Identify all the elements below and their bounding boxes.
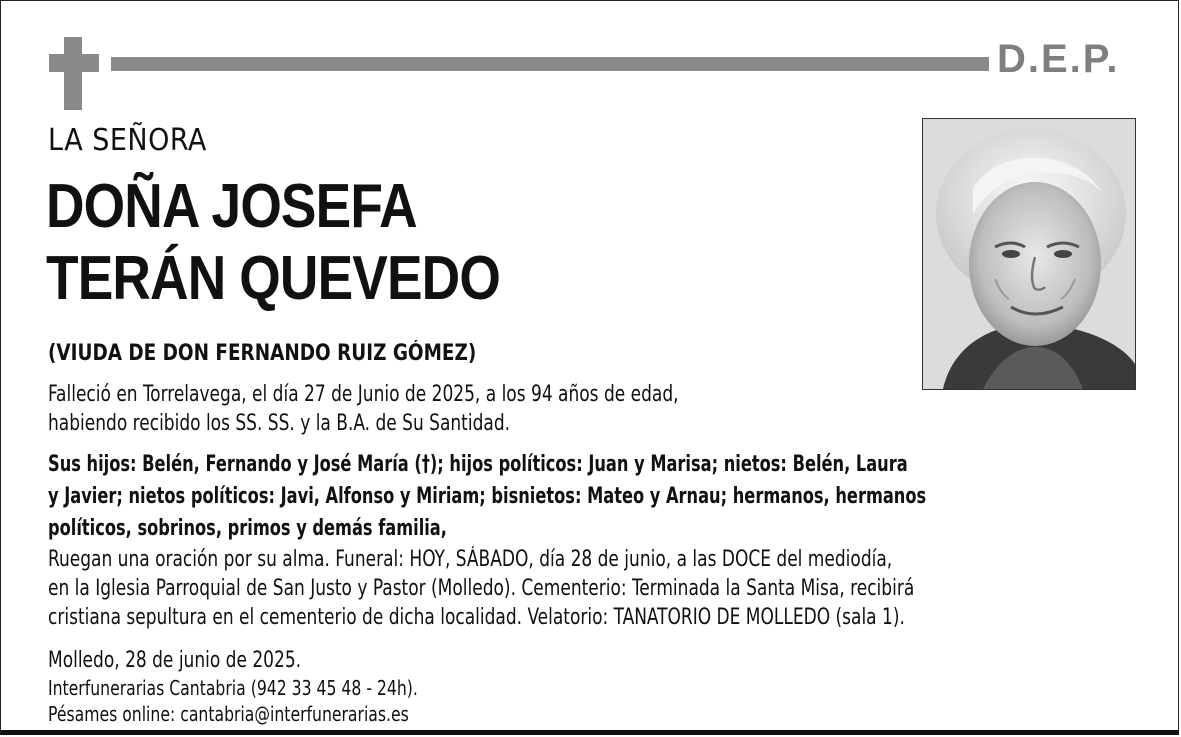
cross-vertical-bar [64,37,82,110]
funeral-paragraph [48,545,914,632]
funeral-home-contact: Interfunerarias Cantabria (942 33 45 48 - 24h). [48,676,418,700]
family-line-1: Sus hijos: Belén, Fernando y José María (†); hijos políticos: Juan y Marisa; nietos: Belén, Laura [48,452,908,477]
funeral-line-3: cristiana sepultura en el cementerio de dicha localidad. Velatorio: TANATORIO DE MOLLEDO (sala 1). [48,605,905,630]
funeral-line-2: en la Iglesia Parroquial de San Justo y Pastor (Molledo). Cementerio: Terminada la Santa Misa, recibirá [48,576,915,601]
cross-horizontal-bar [49,54,99,72]
dep-heading: D.E.P. [997,37,1120,81]
place-date: Molledo, 28 de junio de 2025. [48,648,302,673]
header-rule [111,57,989,71]
family-paragraph [48,449,926,545]
death-line-1: Falleció en Torrelavega, el día 27 de Junio de 2025, a los 94 años de edad, [48,382,679,407]
death-line-2: habiendo recibido los SS. SS. y la B.A. de Su Santidad. [48,411,511,436]
honorific-label: LA SEÑORA [48,123,207,158]
widow-of-line: (VIUDA DE DON FERNANDO RUIZ GÓMEZ) [48,341,477,366]
portrait-photo [922,118,1136,390]
condolences-online: Pésames online: cantabria@interfunerarias.es [48,702,409,726]
family-line-3: políticos, sobrinos, primos y demás familia, [48,516,447,541]
deceased-name [46,171,500,315]
deceased-name-line-1: DOÑA JOSEFA [46,172,417,241]
family-line-2: y Javier; nietos políticos: Javi, Alfonso y Miriam; bisnietos: Mateo y Arnau; hermanos, hermanos [48,484,927,509]
funeral-line-1: Ruegan una oración por su alma. Funeral: HOY, SÁBADO, día 28 de junio, a las DOCE del mediodía, [48,547,893,572]
death-paragraph [48,380,679,438]
deceased-name-line-2: TERÁN QUEVEDO [46,244,500,313]
